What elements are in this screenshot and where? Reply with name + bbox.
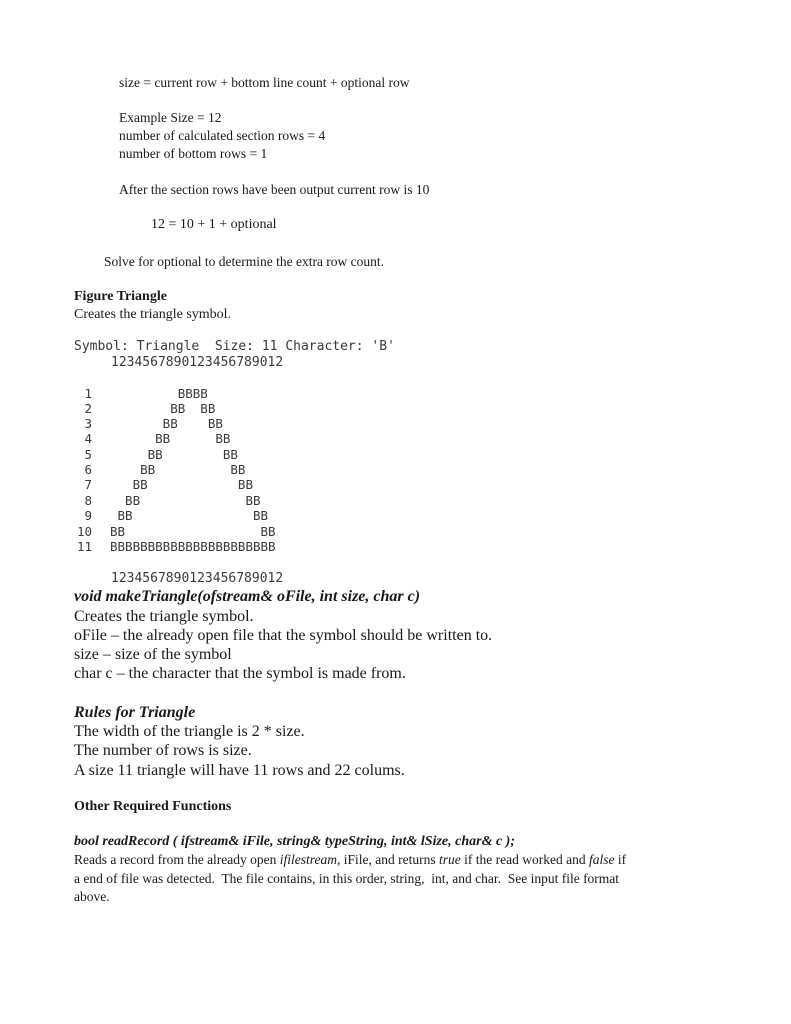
signature-prefix: void [74, 588, 106, 605]
desc-part: if the read worked and [460, 852, 589, 867]
row-text: BB BB [110, 462, 246, 477]
row-text: BB BB [110, 416, 223, 431]
function-name: makeTriangle( [105, 588, 203, 605]
figure-ruler-bottom: 1234567890123456789012 [111, 571, 284, 586]
row-text: BBBBBBBBBBBBBBBBBBBBBB [110, 539, 276, 554]
row-number: 8 [84, 493, 92, 508]
row-text: BB BB [110, 431, 231, 446]
other-functions-title: Other Required Functions [74, 799, 232, 814]
equation: 12 = 10 + 1 + optional [151, 217, 277, 232]
desc-part: Reads a record from the already open [74, 852, 280, 867]
row-text: BBBB [110, 386, 208, 401]
desc-part: true [439, 852, 461, 867]
row-text: BB BB [110, 477, 253, 492]
row-text: BB BB [110, 493, 261, 508]
solve-line: Solve for optional to determine the extra row count. [104, 254, 385, 269]
row-number: 11 [76, 539, 92, 554]
make-triangle-signature [74, 588, 420, 606]
row-number: 2 [84, 401, 92, 416]
rule-rows: The number of rows is size. [74, 742, 252, 759]
row-number: 6 [84, 462, 92, 477]
after-rows-line: After the section rows have been output current row is 10 [119, 182, 430, 197]
row-text: BB BB [110, 524, 276, 539]
read-record-desc-line3: above. [74, 889, 110, 904]
row-number: 10 [76, 524, 92, 539]
row-number: 4 [84, 431, 92, 446]
desc-part: iFile, and returns [340, 852, 440, 867]
row-number: 7 [84, 477, 92, 492]
figure-header: Symbol: Triangle Size: 11 Character: 'B' [74, 339, 395, 354]
param-char: char c – the character that the symbol is made from. [74, 665, 406, 682]
rule-width: The width of the triangle is 2 * size. [74, 723, 305, 740]
make-triangle-desc: Creates the triangle symbol. [74, 608, 254, 625]
row-number: 1 [84, 386, 92, 401]
row-text: BB BB [110, 508, 269, 523]
calc-rows-line: number of calculated section rows = 4 [119, 128, 326, 143]
read-record-signature: bool readRecord ( ifstream& iFile, string& typeString, int& lSize, char& c ); [74, 834, 516, 849]
figure-description: Creates the triangle symbol. [74, 307, 232, 322]
desc-part: if [614, 852, 627, 867]
figure-title: Figure Triangle [74, 289, 167, 304]
read-record-desc-line1 [74, 852, 626, 868]
rules-title: Rules for Triangle [74, 704, 196, 721]
param-ofile: oFile – the already open file that the symbol should be written to. [74, 627, 493, 644]
row-number: 9 [84, 508, 92, 523]
row-number: 3 [84, 416, 92, 431]
row-text: BB BB [110, 447, 238, 462]
function-params: ofstream& oFile, int size, char c) [202, 588, 421, 605]
example-size: Example Size = 12 [119, 110, 222, 125]
bottom-rows-line: number of bottom rows = 1 [119, 146, 268, 161]
size-formula: size = current row + bottom line count + optional row [119, 75, 410, 90]
figure-ruler-top: 1234567890123456789012 [111, 355, 284, 370]
read-record-desc-line2: a end of file was detected. The file contains, in this order, string, int, and char. See input file format [74, 871, 620, 886]
desc-part: ifilestream, [279, 852, 341, 867]
param-size: size – size of the symbol [74, 646, 232, 663]
row-text: BB BB [110, 401, 216, 416]
rule-example: A size 11 triangle will have 11 rows and 22 colums. [74, 762, 405, 779]
row-number: 5 [84, 447, 92, 462]
triangle-figure [74, 386, 334, 556]
desc-part: false [588, 852, 615, 867]
